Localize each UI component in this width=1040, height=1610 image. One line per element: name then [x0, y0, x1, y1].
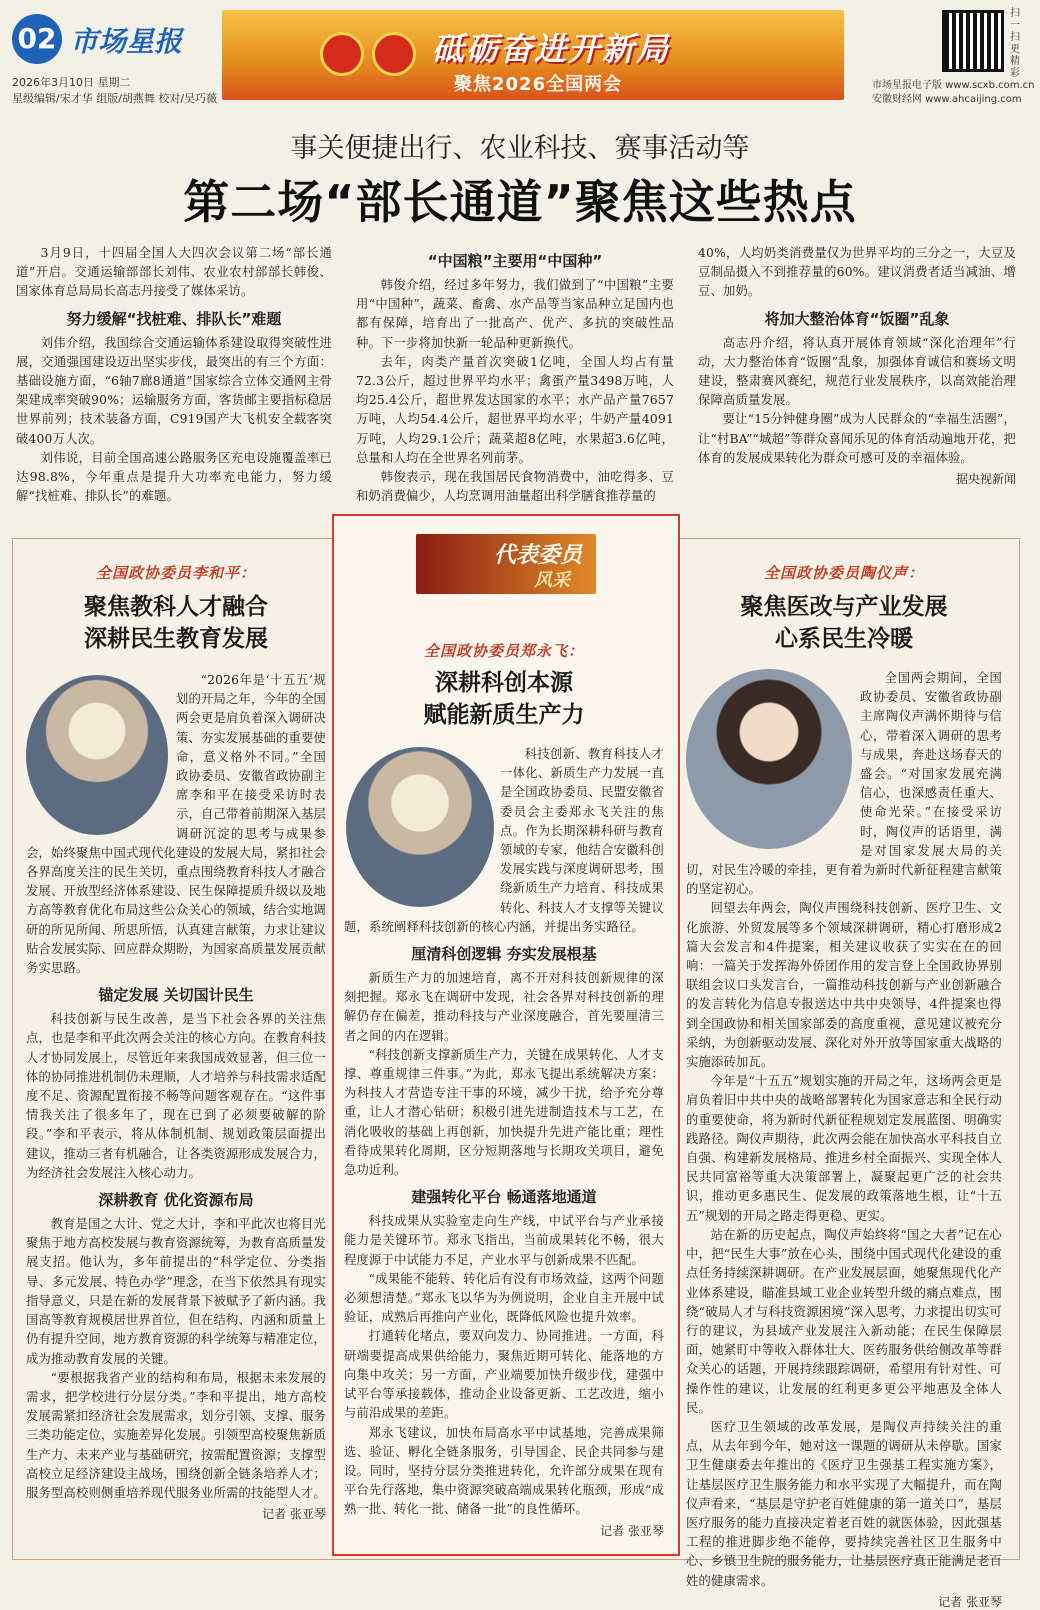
subheading: 锚定发展 关切国计民生: [98, 986, 254, 1005]
qr-code-icon[interactable]: [942, 10, 1004, 72]
portrait-photo: [346, 747, 494, 907]
paragraph: 站在新的历史起点，陶仪声始终将“国之大者”记在心中，把“民生大事”放在心头，围绕中国式现代化建设的重点任务持续深耕调研。在产业发展层面，她聚焦现代化产业体系建设，瞄准县域工业企业转型升级的痛点难点，围绕“破局人才与科技资源困境”深入思考，力求提出切实可行的建议，为县域产业发展注入新动能；在民生保障层面，她紧盯中等收入群体壮大、医药服务供给侧改革等群众关心的话题，开展持续跟踪调研，希望用有针对性、可操作性的建议，让发展的红利更多更公平地惠及全体人民。: [686, 1227, 1002, 1415]
paragraph: 科技成果从实验室走向生产线，中试平台与产业承接能力是关键环节。郑永飞指出，当前成果转化不畅，很大程度源于中试能力不足，产业水平与创新成果不匹配。: [344, 1214, 664, 1267]
story-right: [686, 562, 1002, 1609]
lead-column-1: [16, 244, 332, 506]
paragraph: 要让“15分钟健身圈”成为人民群众的“幸福生活圈”，让“村BA”“城超”等群众喜闻乐见的体育活动遍地开花，把体育的发展成果转化为群众可感可及的幸福体验。: [698, 412, 1016, 465]
subheading: 深耕教育 优化资源布局: [98, 1191, 254, 1210]
portrait-photo: [686, 669, 852, 849]
banner-title: 砥砺奋进开新局: [432, 30, 671, 68]
badge-title: 代表委员: [493, 543, 582, 568]
paragraph: 高志丹介绍，将认真开展体育领域“深化治理年”行动，大力整治体育“饭圈”乱象，加强体育诚信和赛场文明建设，整肃赛风赛纪，规范行业发展秩序，以高效能治理保障高质量发展。: [698, 335, 1016, 408]
paragraph: 新质生产力的加速培育，离不开对科技创新规律的深刻把握。郑永飞在调研中发现，社会各界对科技创新的理解仍存在偏差，推动科技与产业深度融合，首先要厘清三者之间的内在逻辑。: [344, 971, 664, 1043]
story-left: [26, 562, 326, 1552]
story-title-line1: 聚焦教科人才融合: [84, 594, 268, 620]
qr-hint: 扫一扫 更精彩: [1010, 8, 1020, 79]
paragraph: 全国两会期间，全国政协委员、安徽省政协副主席陶仪声满怀期待与信心，带着深入调研的思考与成果，奔赴这场春天的盛会。“对国家发展充满信心，也深感责任重大、使命光荣。”在接受采访时，陶仪声的话语里，满是对国家发展大局的关切，对民生冷暖的牵挂，更有着为新时代新征程建言献策的坚定初心。: [686, 671, 1002, 897]
editor-credits: 星级编辑/宋才华 组版/胡燕舞 校对/吴巧薇: [12, 92, 218, 105]
subheading: 努力缓解“找桩难、排队长”难题: [66, 309, 282, 328]
paragraph: 40%，人均奶类消费量仅为世界平均的三分之一，大豆及豆制品摄入不到推荐量的60%。建议消费者适当减油、增豆、加奶。: [698, 246, 1016, 299]
paper-name: 市场星报: [70, 25, 183, 58]
paragraph: 韩俊表示，现在我国居民食物消费中，油吃得多、豆和奶消费偏少，人均烹调用油量超出科学膳食推荐量的: [356, 470, 674, 504]
paragraph: 3月9日，十四届全国人大四次会议第二场“部长通道”开启。交通运输部部长刘伟、农业农村部部长韩俊、国家体育总局局长高志丹接受了媒体采访。: [16, 246, 332, 299]
paragraph: “2026年是‘十五五’规划的开局之年，今年的全国两会更是肩负着深入调研决策、夯实发展基础的重要使命，意义格外不同。”全国政协委员、安徽省政协副主席李和平在接受采访时表示，自己带着前期深入基层调研沉淀的思考与成果参会，始终聚焦中国式现代化建设的发展大局，紧扣社会各界高度关注的民生关切，重点围绕教育科技人才融合发展、开放型经济体系建设、民生保障提质升级以及地方高等教育优化布局这些公众关心的领域，结合实地调研的所见所闻、所思所悟，认真建言献策，力求让建议贴合发展实际、回应群众期盼，为国家高质量发展贡献务实思路。: [26, 673, 326, 976]
lead-headline: 第二场“部长通道”聚焦这些热点: [183, 175, 857, 229]
lead-column-2: [356, 244, 674, 506]
story-kicker: 全国政协委员郑永飞：: [423, 642, 584, 660]
subheading: 厘清科创逻辑 夯实发展根基: [411, 945, 597, 964]
story-middle: [344, 640, 664, 1548]
paragraph: 刘伟说，目前全国高速公路服务区充电设施覆盖率已达98.8%，今年重点是提升大功率充电能力，努力缓解“找桩难、排队长”的难题。: [16, 450, 332, 504]
story-title-line2: 深耕民生教育发展: [84, 626, 268, 652]
story-title-line2: 赋能新质生产力: [423, 702, 585, 728]
byline: 记者 张亚琴: [262, 1507, 326, 1522]
portrait-photo: [26, 675, 168, 835]
paragraph: 去年，肉类产量首次突破1亿吨，全国人均占有量72.3公斤，超过世界平均水平；禽蛋产量3498万吨，人均25.4公斤，超世界发达国家的水平；水产品产量7657万吨，人均54.4公斤，超世界平均水平；牛奶产量4091万吨，人均29.1公斤；蔬菜超8亿吨，水果超3.6亿吨，总量和人均在全世界名列前茅。: [356, 354, 674, 465]
paragraph: “成果能不能转、转化后有没有市场效益，这两个问题必须想清楚。”郑永飞以华为为例说明，企业自主开展中试验证，成熟后再推向产业化，既降低风险也提升效率。: [344, 1271, 664, 1325]
story-title-line1: 深耕科创本源: [435, 670, 573, 696]
section-badge: [416, 534, 596, 594]
paragraph: 科技创新、教育科技人才一体化、新质生产力发展一直是全国政协委员、民盟安徽省委员会主委郑永飞关注的焦点。作为长期深耕科研与教育领域的专家，他结合安徽科创发展实践与深度调研思考，围绕新质生产力培育、科技成果转化、科技人才支撑等关键议题，系统阐释科技创新的核心内涵，并提出务实路径。: [344, 747, 664, 934]
paragraph: 回望去年两会，陶仪声围绕科技创新、医疗卫生、文化旅游、外贸发展等多个领域深耕调研，精心打磨形成2篇大会发言和4件提案，相关建议收获了实实在在的回响：一篇关于发挥海外侨团作用的发言登上全国政协界别联组会议口头发言台，一篇推动科技创新与产业创新融合的发言转化为信息专报送达中共中央领导，4件提案也得到全国政协和相关国家部委的高度重视，意见建议被充分采纳，为创新驱动发展、深化对外开放等国家重大战略的实施添砖加瓦。: [686, 901, 1002, 1070]
site-link-1[interactable]: 市场星报电子版 www.scxb.com.cn: [872, 80, 1035, 91]
paragraph: 教育是国之大计、党之大计，李和平此次也将目光聚焦于地方高校发展与教育资源统筹，为教育高质量发展支招。他认为，多年前提出的“科学定位、分类指导、多元发展、特色办学”理念，在当下依然具有现实指导意义，只是在新的发展背景下被赋予了新内涵。我国高等教育规模居世界首位，但在结构、内涵和质量上仍有提升空间，地方教育资源的科学统筹与精准定位，成为推动教育发展的关键。: [26, 1217, 326, 1366]
paragraph: 今年是“十五五”规划实施的开局之年，这场两会更是肩负着旧中共中央的战略部署转化为国家意志和全民行动的重要使命，将为新时代新征程规划定发展蓝图、明确实践路径。陶仪声期待，此次两会能在加快高水平科技自立自强、构建新发展格局、推进乡村全面振兴、实现全体人民共同富裕等重大决策部署上，凝聚起更广泛的社会共识，推动更多惠民生、促发展的政策落地生根，让“十五五”规划的开局之路走得更稳、更实。: [686, 1074, 1002, 1223]
paragraph: “要根据我省产业的结构和布局，根据未来发展的需求，把学校进行分层分类。”李和平提出，地方高校发展需紧扣经济社会发展需求，划分引领、支撑、服务三类功能定位，实施差异化发展。引领型高校聚焦新质生产力、未来产业与基础研究，按需配置资源；支撑型高校立足经济建设主战场，围绕创新全链条培养人才；服务型高校则侧重培养现代服务业所需的技能型人才。: [26, 1370, 326, 1500]
story-kicker: 全国政协委员李和平：: [95, 564, 256, 582]
subheading: 建强转化平台 畅通落地通道: [411, 1188, 597, 1207]
byline: 记者 张亚琴: [938, 1594, 1002, 1609]
paragraph: 医疗卫生领域的改革发展，是陶仪声持续关注的重点，从去年到今年，她对这一课题的调研从未停歇。国家卫生健康委去年推出的《医疗卫生强基工程实施方案》，让基层医疗卫生服务能力和水平实现了大幅提升，而在陶仪声看来，“基层是守护老百姓健康的第一道关口”，基层医疗服务的能力直接决定着老百姓的就医体验，因此强基工程的推进脚步绝不能停，要持续完善社区卫生服务中心、乡镇卫生院的服务能力，让基层医疗真正能满足老百姓的健康需求。: [686, 1419, 1002, 1588]
masthead: [12, 10, 218, 105]
story-kicker: 全国政协委员陶仪声：: [763, 564, 924, 582]
subheading: “中国粮”主要用“中国种”: [427, 252, 603, 270]
site-link-2[interactable]: 安徽财经网 www.ahcaijing.com: [872, 94, 1022, 105]
story-title-line2: 心系民生冷暖: [775, 626, 913, 652]
lead-kicker: 事关便捷出行、农业科技、赛事活动等: [290, 133, 750, 164]
badge-subtitle: 风采: [534, 570, 570, 591]
issue-date: 2026年3月10日 星期二: [12, 76, 131, 89]
banner: [222, 10, 844, 100]
emblem-icon: [320, 32, 364, 76]
paragraph: “科技创新支撑新质生产力，关键在成果转化、人才支撑、尊重规律三件事。”为此，郑永飞提出系统解决方案：为科技人才营造专注干事的环境，减少干扰，给予充分尊重，让人才潜心钻研；积极引进先进制造技术与工艺，在消化吸收的基础上再创新，加快提升先进产能比重；理性看待成果转化周期，区分短期落地与长期攻关项目，避免急功近利。: [344, 1047, 664, 1178]
subheading: 将加大整治体育“饭圈”乱象: [764, 309, 950, 328]
paragraph: 科技创新与民生改善，是当下社会各界的关注焦点，也是李和平此次两会关注的核心方向。在教育科技人才协同发展上，尽管近年来我国成效显著，但三位一体的协同推进机制仍未理顺，人才培养与科技需求适配度不足、资源配置衔接不畅等问题客观存在。“这件事情我关注了很多年了，现在已到了必须要破解的阶段。”李和平表示，将从体制机制、规划政策层面提出建议，推动三者有机融合，让各类资源形成发展合力，为经济社会发展注入核心动力。: [26, 1012, 326, 1180]
banner-subtitle: 聚焦2026全国两会: [454, 74, 623, 95]
lead-column-3: [698, 244, 1016, 487]
paragraph: 打通转化堵点，要双向发力、协同推进。一方面，科研端要提高成果供给能力，聚焦近期可转化、能落地的方向集中攻关；另一方面，产业端要加快升级步伐，建强中试平台等承接载体，推动企业设备更新、工艺改进，缩小与前沿成果的差距。: [344, 1329, 664, 1421]
paragraph: 郑永飞建议，加快布局高水平中试基地，完善成果筛选、验证、孵化全链条服务，引导国企、民企共同参与建设。同时，坚持分层分类推进转化，允许部分成果在现有平台先行落地，集中资源突破高端成果转化瓶颈，形成“成熟一批、转化一批、储备一批”的良性循环。: [344, 1425, 664, 1517]
byline: 记者 张亚琴: [600, 1523, 664, 1538]
source-credit: 据央视新闻: [955, 472, 1016, 487]
cppcc-emblem-icon: [372, 32, 416, 76]
story-title-line1: 聚焦医改与产业发展: [740, 594, 948, 620]
page-number-badge: 02: [12, 14, 62, 64]
paragraph: 刘伟介绍，我国综合交通运输体系建设取得突破性进展，交通强国建设迈出坚实步伐，最突出的有三个方面：基础设施方面，“6轴7廊8通道”国家综合立体交通网主骨架建成率突破90%；运输服务方面，客货邮主要指标稳居世界前列；技术装备方面，C919国产大飞机安全载客突破400万人次。: [16, 335, 332, 446]
paragraph: 韩俊介绍，经过多年努力，我们做到了“中国粮”主要用“中国种”，蔬菜、畜禽、水产品等当家品种立足国内也都有保障，培育出了一批高产、优产、多抗的突破性品种。下一步将加快新一轮品种更新换代。: [356, 278, 674, 350]
